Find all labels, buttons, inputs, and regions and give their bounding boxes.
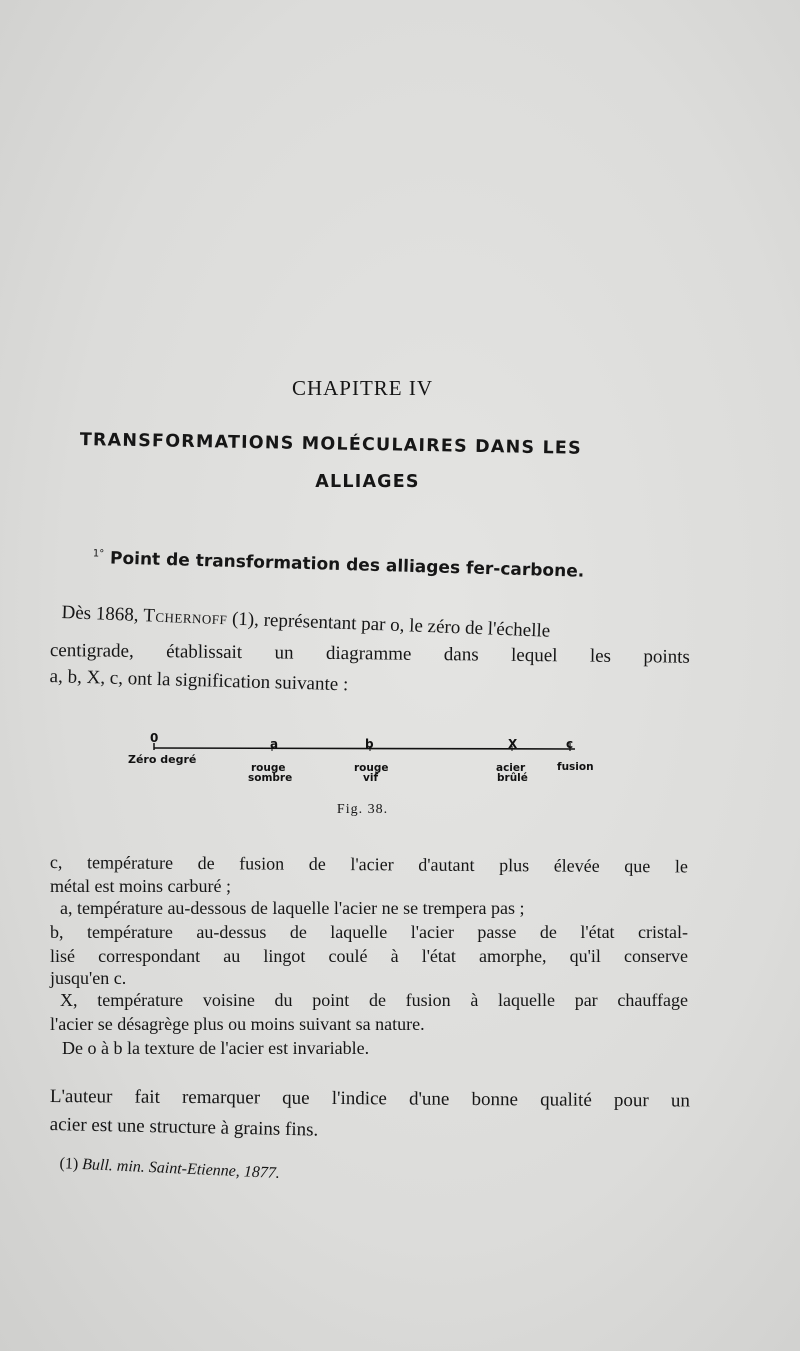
intro-line-1-a: Dès 1868, [61,602,144,627]
below-label-a-2: sombre [248,772,293,784]
below-label-c-1: fusion [557,761,594,773]
definition-line-8: l'acier se désagrège plus ou moins suivant sa nature. [50,1014,425,1034]
figure-caption: Fig. 38. [336,802,389,817]
footnote-mark: (1) [59,1155,79,1173]
below-label-b-1: rouge [354,762,389,774]
section-heading [92,548,584,582]
definition-line-3: a, température au-dessous de laquelle l'acier ne se trempera pas ; [60,898,525,918]
tick-label-x: X [508,737,518,751]
intro-line-2: centigrade, établissait un diagramme dans lequel les points [49,640,690,668]
tick-label-a: a [270,737,279,751]
author-name: Tchernoff [142,605,228,630]
remark-line-1: L'auteur fait remarquer que l'indice d'une bonne qualité pour un [49,1086,690,1112]
intro-line-1 [61,602,550,643]
section-title: Point de transformation des alliages fer-carbone. [109,548,585,582]
below-label-x-1: acier [496,762,526,774]
definition-line-1: c, température de fusion de l'acier d'autant plus élevée que le [49,852,688,877]
temperature-scale-diagram [120,728,620,793]
tick-label-b: b [365,737,374,751]
definition-line-4: b, température au-dessus de laquelle l'acier passe de l'état cristal- [50,922,688,942]
below-label-a-1: rouge [251,762,286,774]
footnote-text: Bull. min. Saint-Etienne, 1877. [81,1156,281,1182]
below-label-0: Zéro degré [128,753,197,766]
chapter-title-line-2: ALLIAGES [315,472,420,492]
footnote [59,1155,280,1183]
definition-line-6: jusqu'en c. [50,968,127,988]
below-label-x-2: brûlé [497,772,528,784]
remark-line-2: acier est une structure à grains fins. [49,1114,319,1141]
definition-line-9: De o à b la texture de l'acier est invariable. [62,1038,370,1058]
definition-line-5: lisé correspondant au lingot coulé à l'état amorphe, qu'il conserve [50,946,688,966]
intro-line-1-b: (1), représentant par o, le zéro de l'échelle [226,608,551,642]
section-number: 1° [92,548,105,560]
chapter-heading: CHAPITRE IV [291,376,434,400]
chapter-title-line-1: TRANSFORMATIONS MOLÉCULAIRES DANS LES [79,430,583,459]
definition-line-2: métal est moins carburé ; [50,876,231,896]
intro-line-3: a, b, X, c, ont la signification suivante : [49,666,349,696]
below-label-b-2: vif [363,772,379,784]
tick-label-c: c [566,737,574,751]
temperature-scale-svg [120,728,620,788]
definition-line-7: X, température voisine du point de fusion à laquelle par chauffage [60,990,688,1010]
tick-label-0: 0 [150,731,159,745]
